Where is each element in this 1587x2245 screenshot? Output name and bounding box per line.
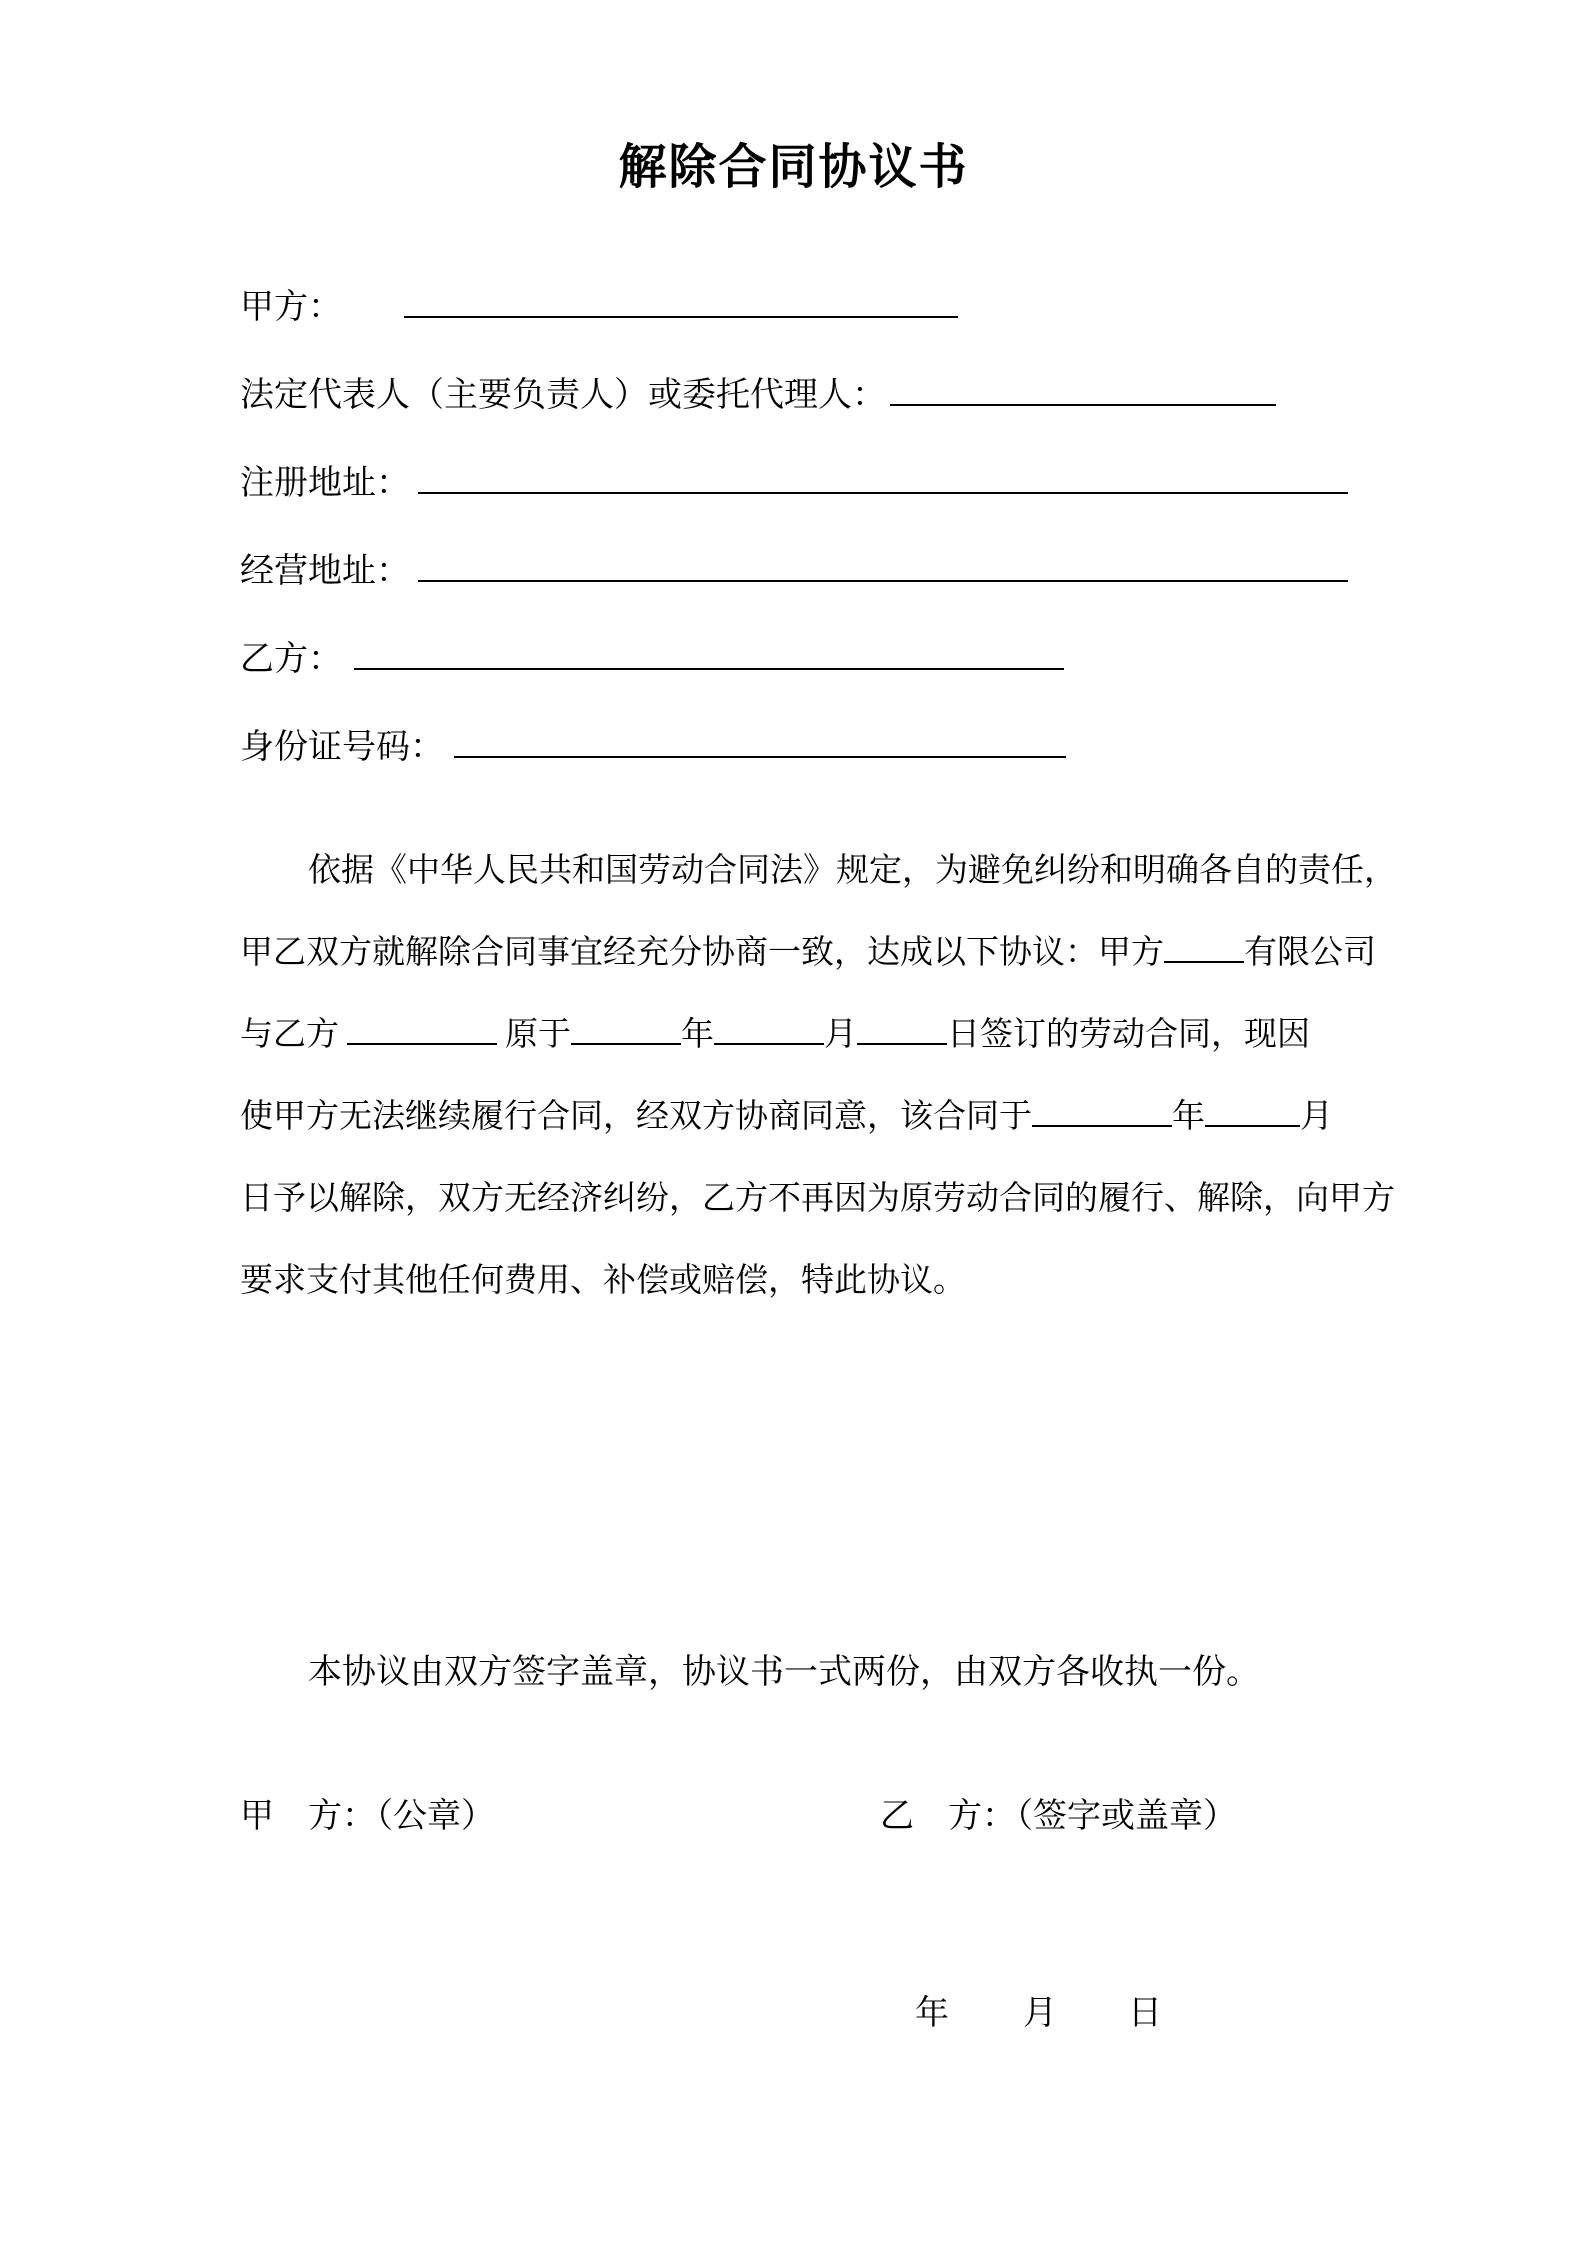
registered-address-label: 注册地址： — [240, 465, 410, 502]
sign-date-prefix: 原于 — [505, 1017, 571, 1053]
body-line-4 — [240, 1076, 1350, 1158]
business-address-label: 经营地址： — [240, 553, 410, 590]
sign-day-blank[interactable] — [857, 1007, 947, 1045]
legal-representative-label: 法定代表人（主要负责人）或委托代理人： — [240, 377, 886, 414]
field-party-a — [240, 278, 1350, 326]
terminate-year-blank[interactable] — [1032, 1089, 1172, 1127]
body-line-2 — [240, 912, 1376, 994]
field-business-address — [240, 542, 1350, 590]
id-number-label: 身份证号码： — [240, 729, 444, 766]
party-a-input-line[interactable] — [404, 278, 958, 318]
date-row — [915, 1992, 1162, 2036]
id-number-input-line[interactable] — [454, 718, 1066, 758]
body-line-2-tail: 有限公司 — [1244, 935, 1376, 971]
signature-row — [0, 1795, 1587, 1839]
registered-address-input-line[interactable] — [418, 454, 1348, 494]
sign-month-blank[interactable] — [714, 1007, 824, 1045]
business-address-input-line[interactable] — [418, 542, 1348, 582]
body-line-6-text: 要求支付其他任何费用、补偿或赔偿，特此协议。 — [240, 1263, 966, 1299]
legal-representative-input-line[interactable] — [890, 366, 1276, 406]
body-line-6 — [240, 1240, 1350, 1322]
party-b-signature-label: 乙 方：（签字或盖章） — [880, 1798, 1237, 1835]
date-month-label: 月 — [1023, 1995, 1057, 2032]
party-b-label: 乙方： — [240, 641, 342, 678]
party-b-input-line[interactable] — [354, 630, 1064, 670]
body-line-2-text: 甲乙双方就解除合同事宜经充分协商一致，达成以下协议：甲方 — [240, 935, 1164, 971]
closing-text: 本协议由双方签字盖章，协议书一式两份，由双方各收执一份。 — [308, 1654, 1260, 1691]
terminate-year-label: 年 — [1172, 1099, 1205, 1135]
terminate-month-blank[interactable] — [1205, 1089, 1300, 1127]
body-line-3 — [240, 994, 1350, 1076]
body-line-4-text: 使甲方无法继续履行合同，经双方协商同意，该合同于 — [240, 1099, 1032, 1135]
field-legal-representative — [240, 366, 1350, 414]
body-line-5 — [240, 1158, 1395, 1240]
terminate-month-label: 月 — [1300, 1099, 1333, 1135]
company-name-blank[interactable] — [1164, 925, 1244, 963]
party-b-name-blank[interactable] — [347, 1007, 497, 1045]
closing-paragraph — [240, 1648, 1418, 1698]
field-registered-address — [240, 454, 1350, 502]
body-line-1 — [240, 830, 1397, 912]
party-a-signature-label: 甲 方：（公章） — [240, 1798, 495, 1835]
date-year-label: 年 — [915, 1995, 949, 2032]
sign-year-blank[interactable] — [571, 1007, 681, 1045]
date-day-label: 日 — [1128, 1995, 1162, 2032]
party-a-label: 甲方： — [240, 289, 342, 326]
body-line-1-text: 依据《中华人民共和国劳动合同法》规定，为避免纠纷和明确各自的责任， — [308, 853, 1397, 889]
field-id-number — [240, 718, 1350, 766]
body-line-3-text: 与乙方 — [240, 1017, 339, 1053]
field-party-b — [240, 630, 1350, 678]
body-line-5-text: 日予以解除，双方无经济纠纷，乙方不再因为原劳动合同的履行、解除，向甲方 — [240, 1181, 1395, 1217]
body-paragraph — [240, 830, 1397, 1322]
sign-month-label: 月 — [824, 1017, 857, 1053]
body-line-3-tail: 日签订的劳动合同，现因 — [947, 1017, 1310, 1053]
sign-year-label: 年 — [681, 1017, 714, 1053]
document-title: 解除合同协议书 — [618, 141, 969, 194]
header-fields — [240, 278, 1350, 806]
